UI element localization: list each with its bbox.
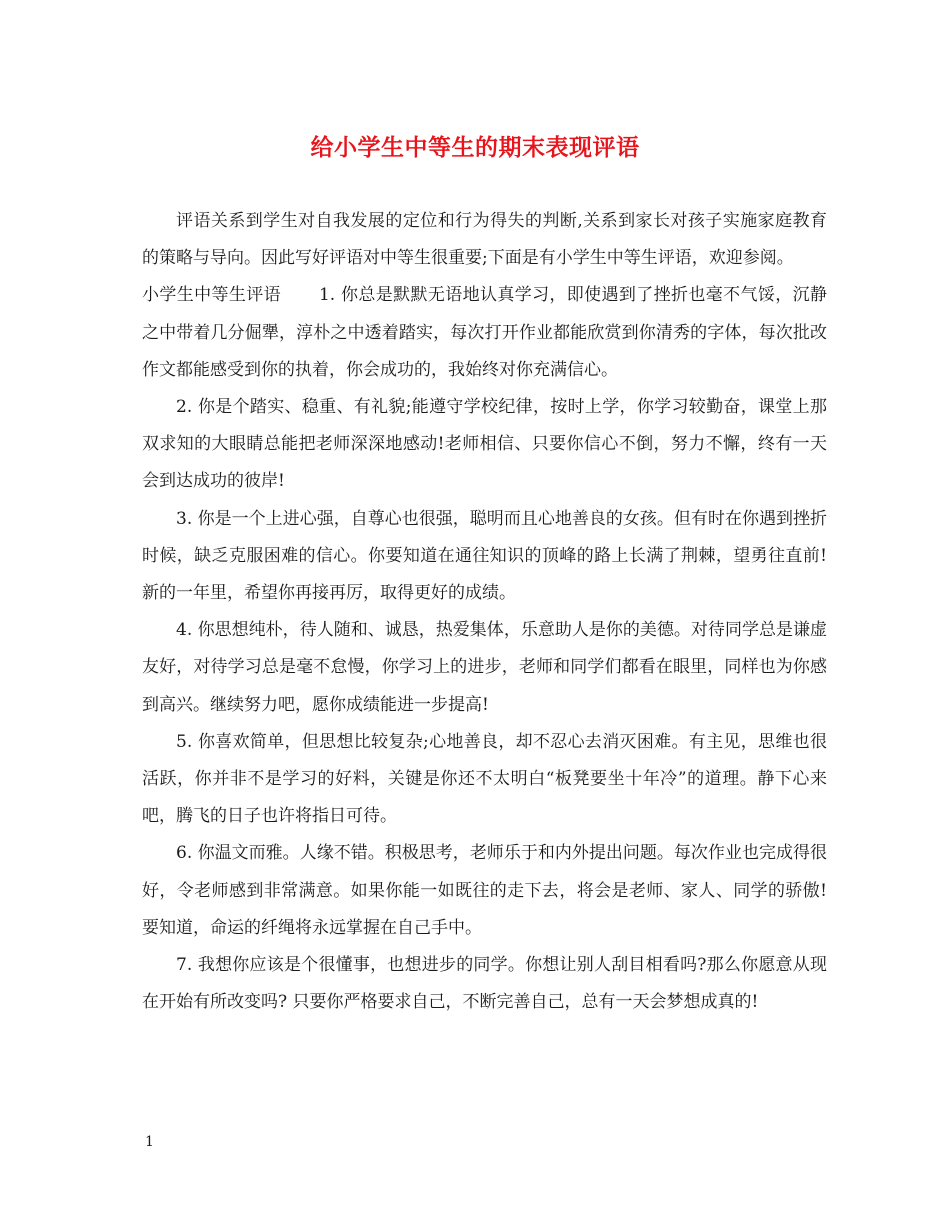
- section-heading: 小学生中等生评语: [142, 285, 281, 306]
- comment-item-2: 2. 你是个踏实、稳重、有礼貌;能遵守学校纪律，按时上学，你学习较勤奋，课堂上那双求知的大眼睛总能把老师深深地感动!老师相信、只要你信心不倒，努力不懈，终有一天会到达成功的彼岸!: [142, 397, 827, 492]
- comment-item-4: 4. 你思想纯朴，待人随和、诚恳，热爱集体，乐意助人是你的美德。对待同学总是谦虚友好，对待学习总是毫不怠慢，你学习上的进步，老师和同学们都看在眼里，同样也为你感到高兴。继续努力吧，愿你成绩能进一步提高!: [142, 620, 827, 715]
- comment-item-3: 3. 你是一个上进心强，自尊心也很强，聪明而且心地善良的女孩。但有时在你遇到挫折时候，缺乏克服困难的信心。你要知道在通往知识的顶峰的路上长满了荆棘，望勇往直前!新的一年里，希望你再接再厉，取得更好的成绩。: [142, 508, 827, 604]
- page-number: 1: [145, 1134, 154, 1150]
- document-body: [142, 203, 827, 1021]
- intro-paragraph: 评语关系到学生对自我发展的定位和行为得失的判断,关系到家长对孩子实施家庭教育的策略与导向。因此写好评语对中等生很重要;下面是有小学生中等生评语，欢迎参阅。: [142, 211, 827, 269]
- comment-item-7: 7. 我想你应该是个很懂事，也想进步的同学。你想让别人刮目相看吗?那么你愿意从现在开始有所改变吗? 只要你严格要求自己，不断完善自己，总有一天会梦想成真的!: [142, 955, 827, 1013]
- comment-item-1: 1. 你总是默默无语地认真学习，即使遇到了挫折也毫不气馁，沉静之中带着几分倔犟，淳朴之中透着踏实，每次打开作业都能欣赏到你清秀的字体，每次批改作文都能感受到你的执着，你会成功的，我始终对你充满信心。: [142, 285, 828, 380]
- comment-item-6: 6. 你温文而雅。人缘不错。积极思考，老师乐于和内外提出问题。每次作业也完成得很好，令老师感到非常满意。如果你能一如既往的走下去，将会是老师、家人、同学的骄傲!要知道，命运的纤绳将永远掌握在自己手中。: [142, 843, 827, 938]
- document-title: 给小学生中等生的期末表现评语: [310, 134, 640, 161]
- comment-item-5: 5. 你喜欢简单，但思想比较复杂;心地善良，却不忍心去消灭困难。有主见，思维也很活跃，你并非不是学习的好料，关键是你还不太明白“板凳要坐十年冷”的道理。静下心来吧，腾飞的日子也许将指日可待。: [142, 731, 827, 827]
- section-paragraph-item-1: [142, 277, 827, 389]
